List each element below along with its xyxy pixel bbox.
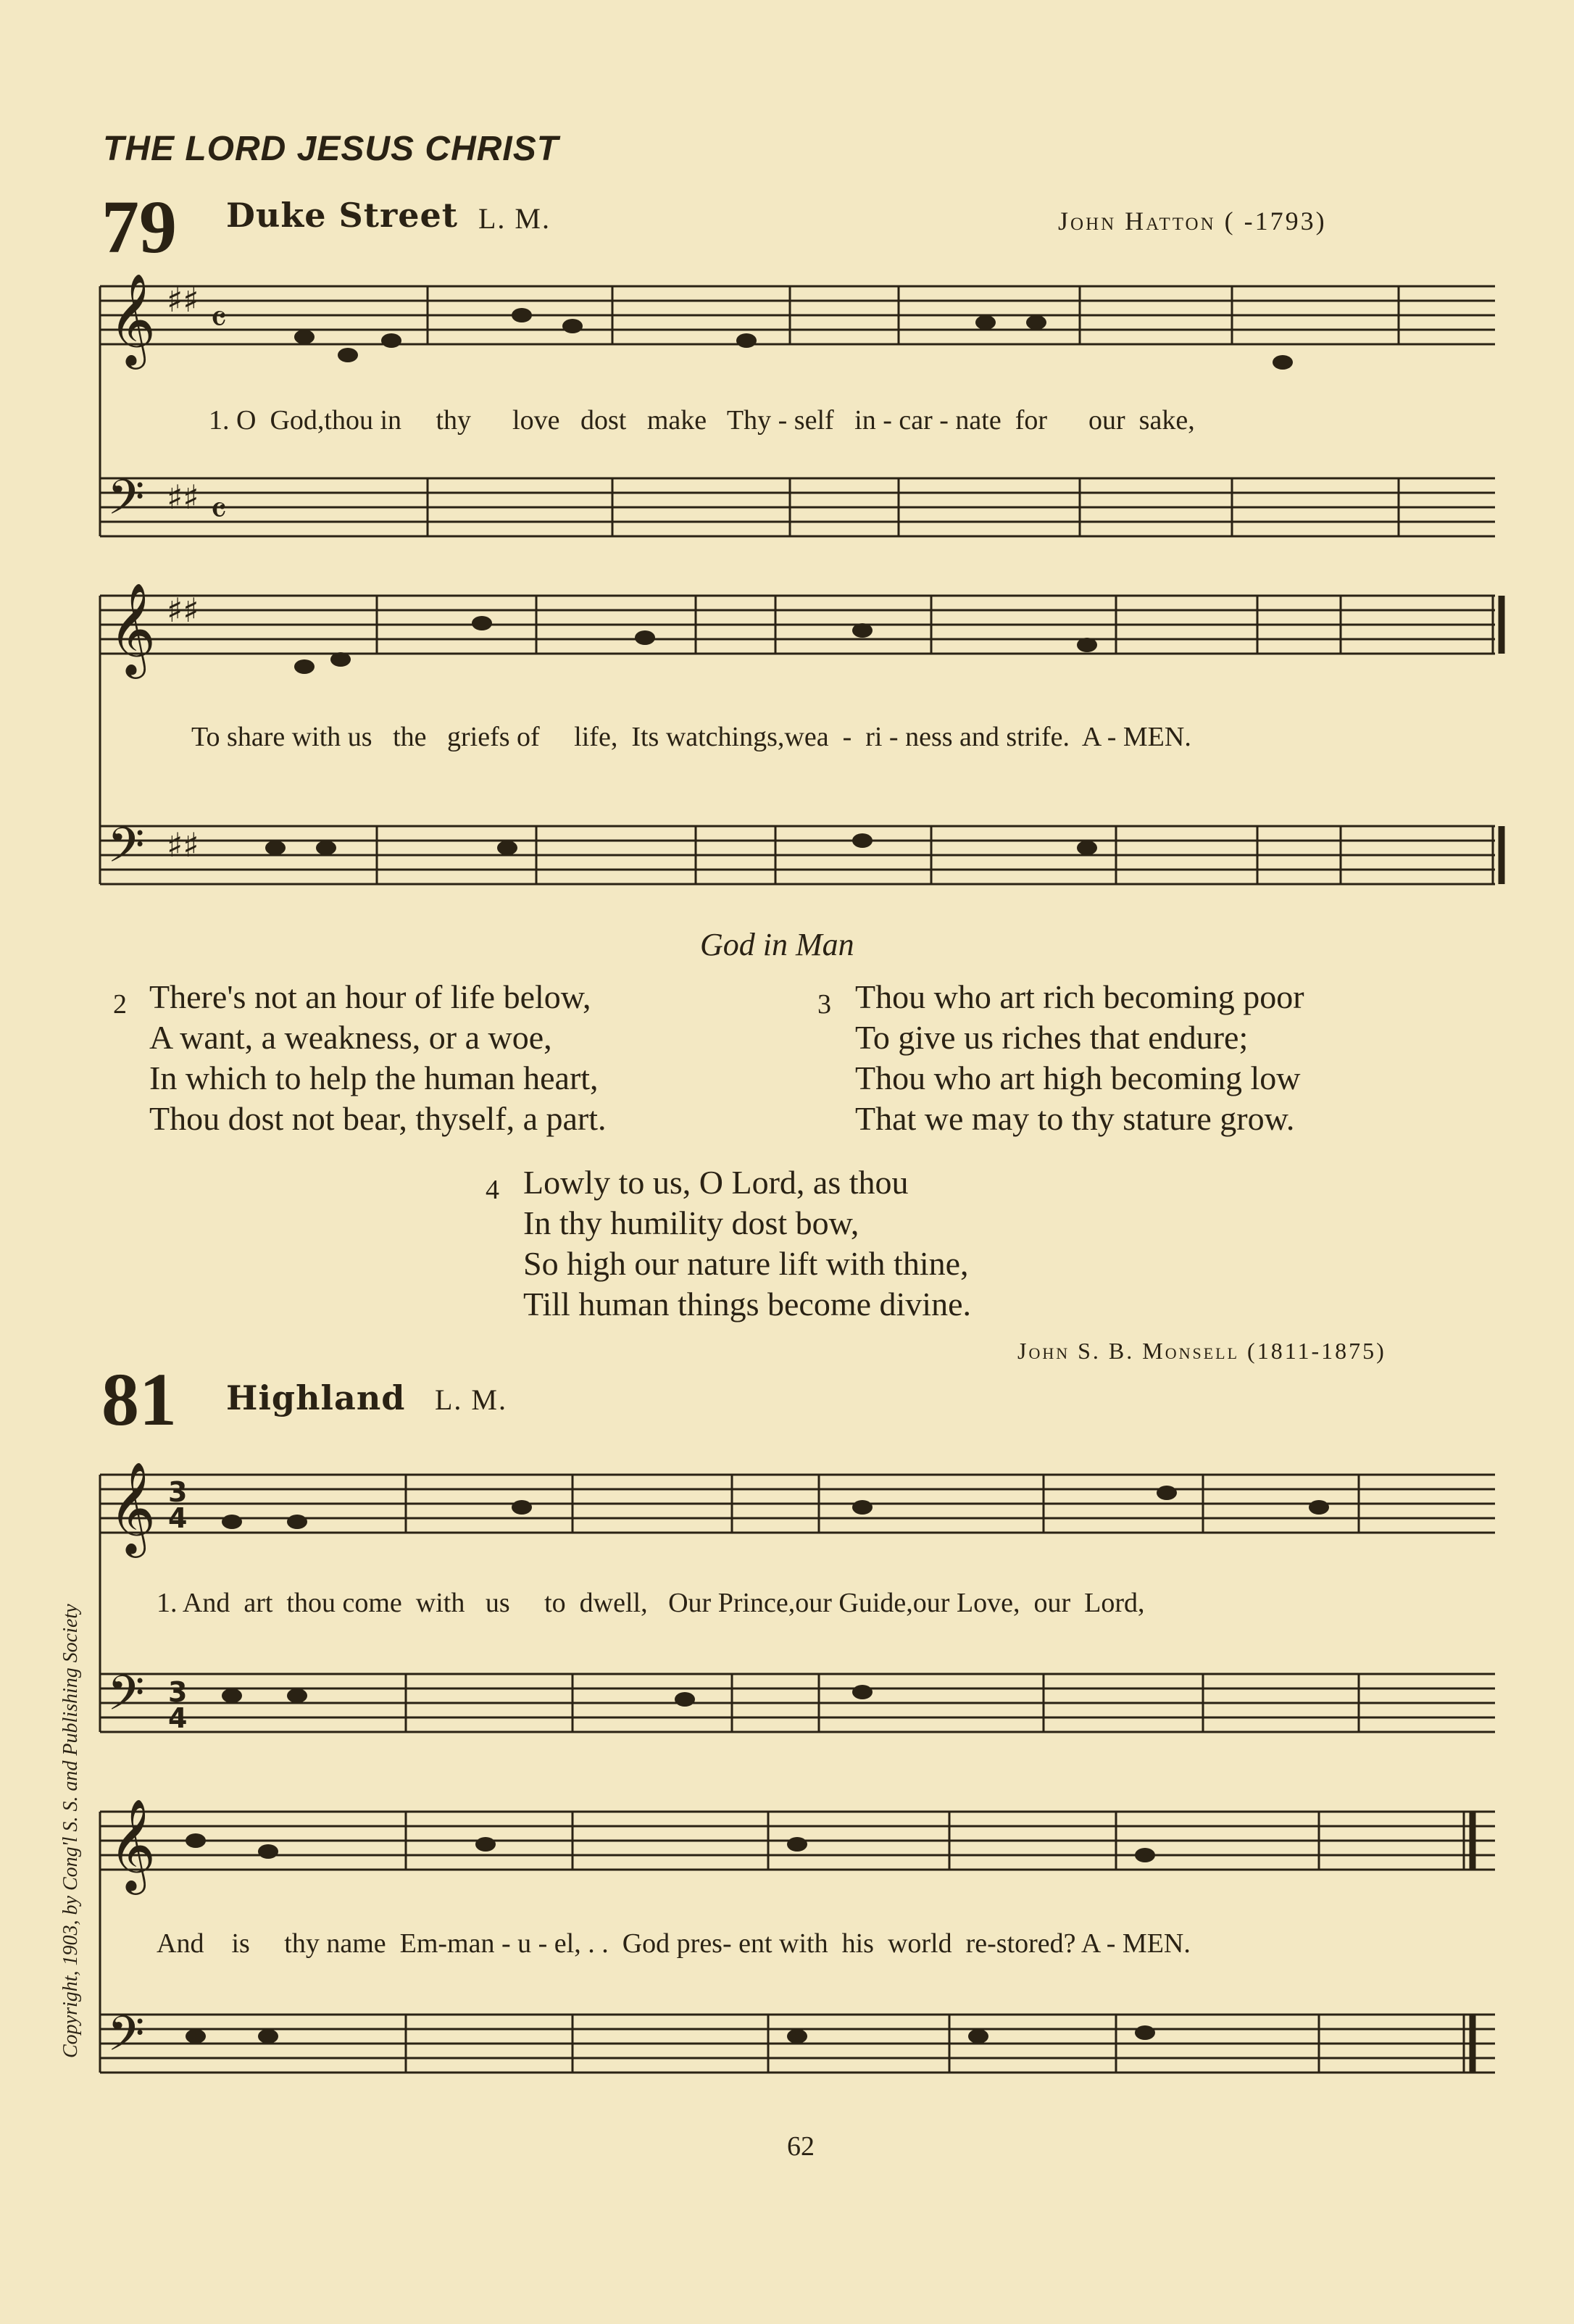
page-number: 62 bbox=[787, 2131, 815, 2162]
svg-text:3: 3 bbox=[168, 1676, 188, 1708]
svg-text:4: 4 bbox=[168, 1502, 188, 1534]
verse-line: Till human things become divine. bbox=[523, 1286, 971, 1323]
svg-text:♯♯: ♯♯ bbox=[167, 825, 199, 865]
verse-line: There's not an hour of life below, bbox=[149, 978, 591, 1015]
verse-line: Lowly to us, O Lord, as thou bbox=[523, 1164, 909, 1201]
svg-text:𝄴: 𝄴 bbox=[210, 298, 228, 341]
svg-text:♯♯: ♯♯ bbox=[167, 591, 199, 630]
svg-text:𝄢: 𝄢 bbox=[107, 817, 145, 885]
hymn-81-number: 81 bbox=[101, 1358, 177, 1441]
verse-line: So high our nature lift with thine, bbox=[523, 1245, 969, 1282]
verse-line: In thy humility dost bow, bbox=[523, 1204, 859, 1241]
verse-line: Thou dost not bear, thyself, a part. bbox=[149, 1100, 607, 1137]
verse-number: 2 bbox=[113, 989, 127, 1020]
svg-text:𝄞: 𝄞 bbox=[109, 272, 157, 365]
copyright-notice: Copyright, 1903, by Cong'l S. S. and Publishing Society bbox=[59, 1604, 82, 2058]
verse-4 bbox=[486, 1162, 971, 1325]
hymn-79-tune-name: Duke Street bbox=[226, 196, 458, 235]
hymn-81-lyrics-line-1: 1. And art thou come with us to dwell, Our Prince,our Guide,our Love, our Lord, bbox=[157, 1588, 1145, 1618]
svg-text:𝄞: 𝄞 bbox=[109, 582, 157, 675]
hymn-79-lyrics-line-1: 1. O God,thou in thy love dost make Thy - self in - car - nate for our sake, bbox=[209, 405, 1195, 436]
hymn-79-lyrics-line-2: To share with us the griefs of life, Its watchings,wea - ri - ness and strife. A - MEN. bbox=[191, 722, 1191, 752]
hymn-79-number: 79 bbox=[101, 186, 177, 269]
hymn-81-meter: L. M. bbox=[435, 1383, 507, 1416]
hymn-79-composer: John Hatton ( -1793) bbox=[1058, 207, 1327, 236]
verse-line: Thou who art high becoming low bbox=[855, 1059, 1301, 1096]
verse-number: 4 bbox=[486, 1175, 499, 1205]
hymn-79-meter: L. M. bbox=[478, 202, 551, 235]
verse-number: 3 bbox=[817, 989, 831, 1020]
section-title: THE LORD JESUS CHRIST bbox=[103, 130, 559, 168]
svg-text:𝄢: 𝄢 bbox=[107, 470, 145, 537]
hymn-80-title: God in Man bbox=[700, 927, 854, 962]
svg-text:3: 3 bbox=[168, 1476, 188, 1508]
verse-line: To give us riches that endure; bbox=[855, 1019, 1249, 1056]
svg-text:𝄢: 𝄢 bbox=[107, 2006, 145, 2073]
svg-text:♯♯: ♯♯ bbox=[167, 478, 199, 517]
hymn-80-author: John S. B. Monsell (1811-1875) bbox=[1017, 1338, 1386, 1364]
hymn-81-tune-name: Highland bbox=[226, 1378, 406, 1417]
svg-text:♯♯: ♯♯ bbox=[167, 280, 199, 320]
hymn-81-lyrics-line-2: And is thy name Em-man - u - el, . . God pres- ent with his world re-stored? A - MEN. bbox=[157, 1928, 1191, 1959]
verse-line: That we may to thy stature grow. bbox=[855, 1100, 1295, 1137]
verse-line: In which to help the human heart, bbox=[149, 1059, 599, 1096]
verse-line: A want, a weakness, or a woe, bbox=[149, 1019, 552, 1056]
verse-2 bbox=[113, 977, 607, 1139]
svg-text:𝄞: 𝄞 bbox=[109, 1461, 157, 1554]
svg-text:𝄞: 𝄞 bbox=[109, 1798, 157, 1891]
verse-line: Thou who art rich becoming poor bbox=[855, 978, 1304, 1015]
svg-text:𝄢: 𝄢 bbox=[107, 1665, 145, 1733]
svg-text:𝄴: 𝄴 bbox=[210, 489, 228, 533]
verse-3 bbox=[817, 977, 1304, 1139]
svg-text:4: 4 bbox=[168, 1702, 188, 1734]
